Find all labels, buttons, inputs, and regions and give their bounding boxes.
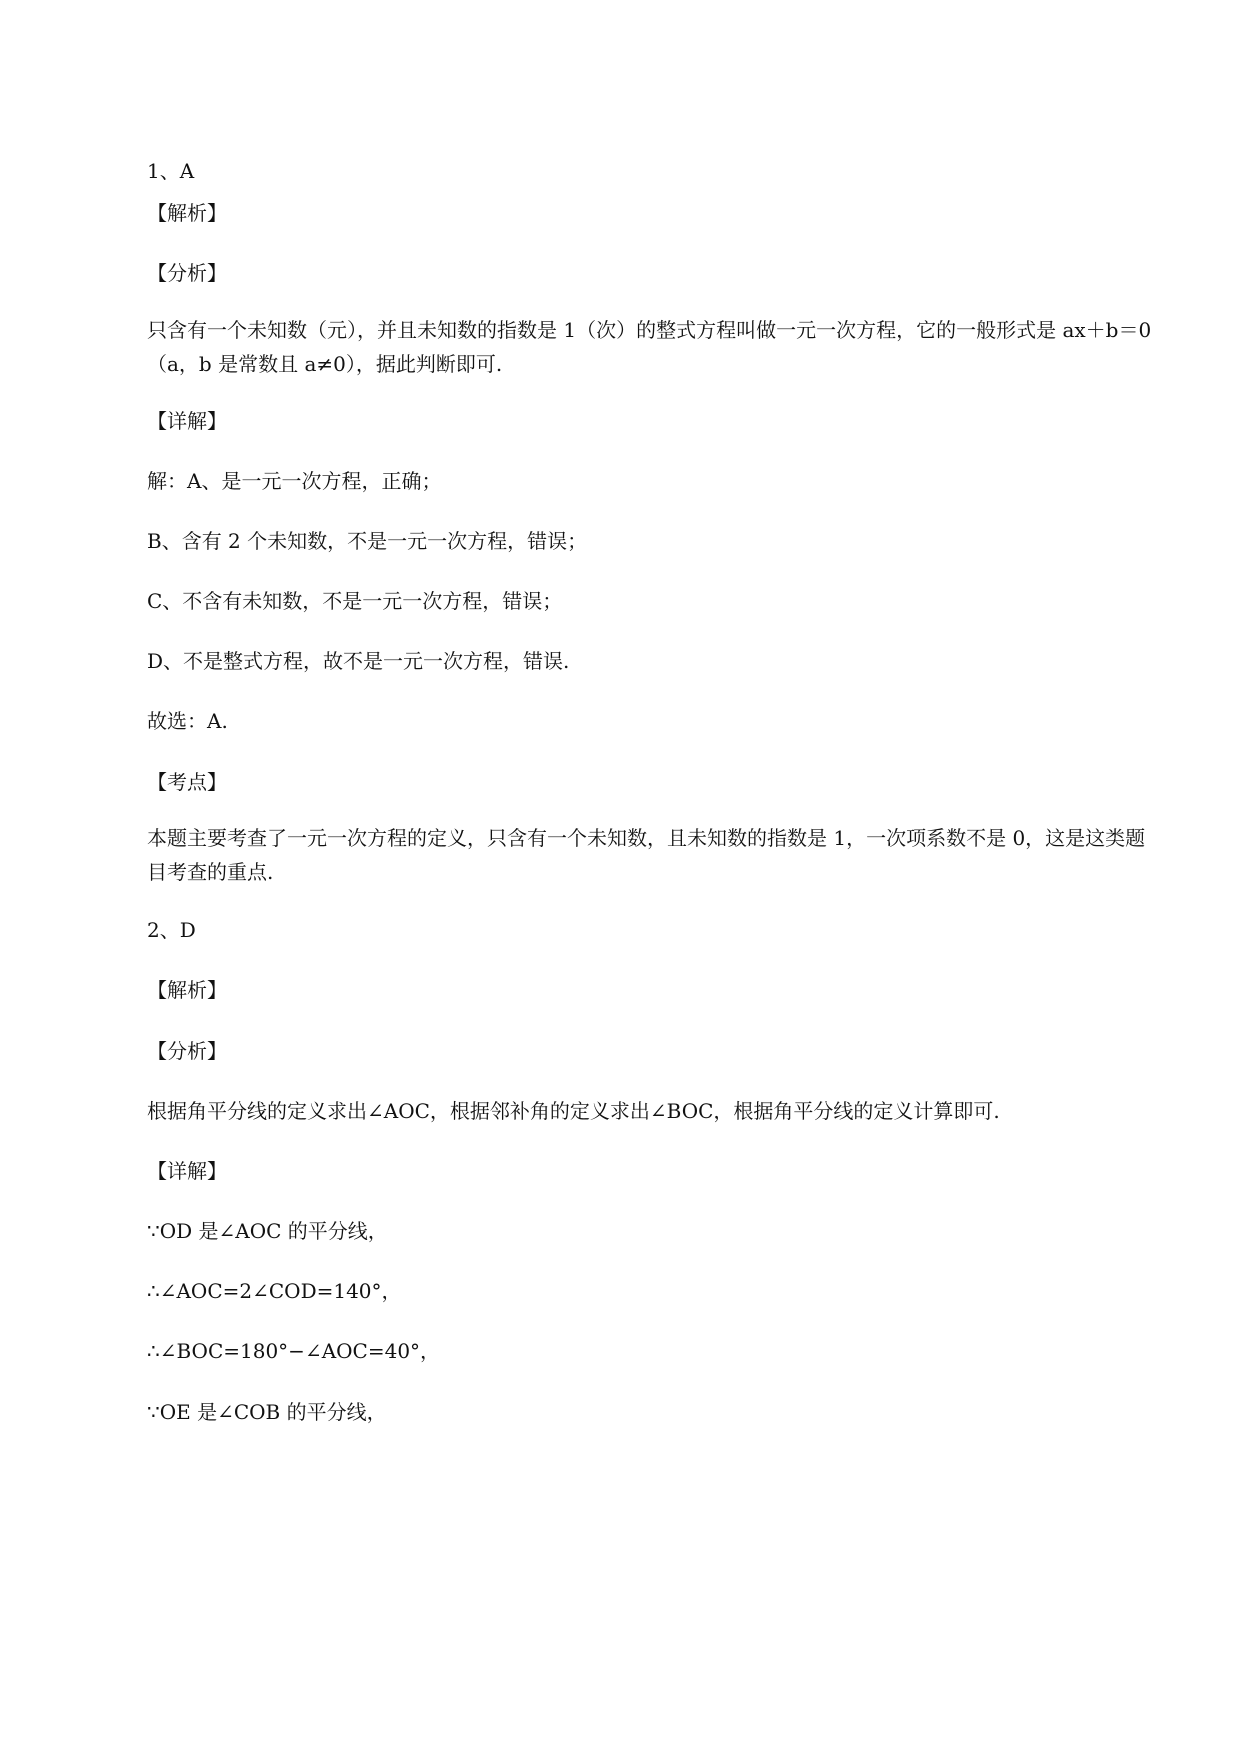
- q1-section-kaodian: 【考点】: [147, 770, 227, 794]
- q1-section-fenxi: 【分析】: [147, 261, 227, 285]
- q1-step-3: C、不含有未知数，不是一元一次方程，错误；: [147, 589, 563, 613]
- q2-step-4: ∵OE 是∠COB 的平分线，: [147, 1400, 387, 1424]
- q1-section-xiangjie: 【详解】: [147, 409, 227, 433]
- q1-answer: 1、A: [147, 159, 195, 183]
- q2-section-xiangjie: 【详解】: [147, 1159, 227, 1183]
- q1-section-jiexi: 【解析】: [147, 201, 227, 225]
- q1-analysis-text: 只含有一个未知数（元），并且未知数的指数是 1（次）的整式方程叫做一元一次方程，它的一般形式是 ax＋b＝0（a，b 是常数且 a≠0），据此判断即可.: [147, 318, 1152, 376]
- q1-conclusion: 故选：A.: [147, 709, 228, 733]
- q2-answer: 2、D: [147, 918, 196, 942]
- q1-step-4: D、不是整式方程，故不是一元一次方程，错误.: [147, 649, 570, 673]
- q1-kaodian-text: 本题主要考查了一元一次方程的定义，只含有一个未知数，且未知数的指数是 1，一次项系数不是 0，这是这类题目考查的重点.: [147, 826, 1146, 884]
- q2-step-3: ∴∠BOC=180°−∠AOC=40°，: [147, 1339, 441, 1363]
- q1-step-2: B、含有 2 个未知数，不是一元一次方程，错误；: [147, 529, 588, 553]
- q1-step-1: 解：A、是一元一次方程，正确；: [147, 469, 442, 493]
- q2-step-1: ∵OD 是∠AOC 的平分线，: [147, 1219, 388, 1243]
- q2-section-fenxi: 【分析】: [147, 1039, 227, 1063]
- q2-step-2: ∴∠AOC=2∠COD=140°，: [147, 1279, 402, 1303]
- q2-section-jiexi: 【解析】: [147, 978, 227, 1002]
- q2-analysis-text: 根据角平分线的定义求出∠AOC，根据邻补角的定义求出∠BOC，根据角平分线的定义计算即可.: [147, 1099, 1000, 1123]
